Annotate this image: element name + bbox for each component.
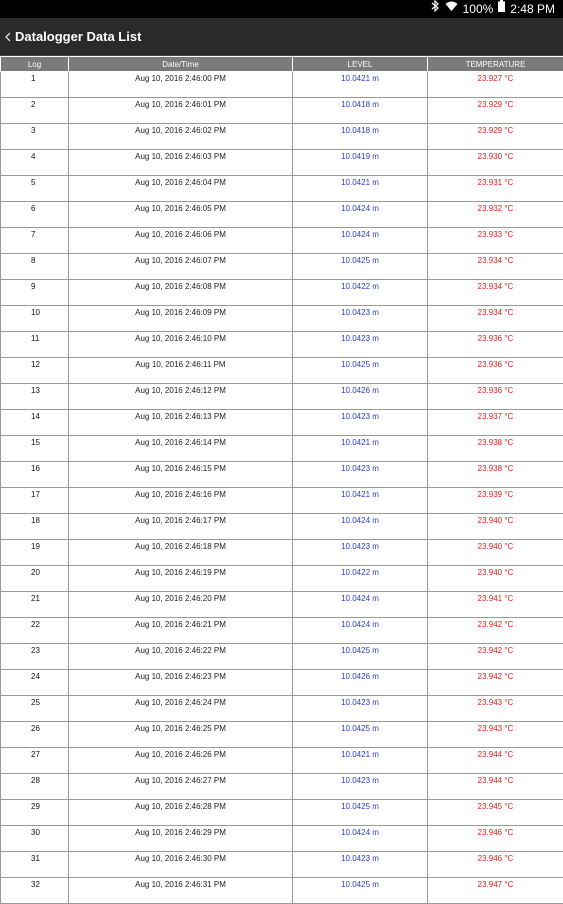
row-temperature: 23.942 °C	[428, 644, 563, 670]
table-row[interactable]	[1, 774, 563, 800]
table-row[interactable]	[1, 332, 563, 358]
row-log: 12	[1, 358, 69, 384]
row-temperature: 23.940 °C	[428, 540, 563, 566]
row-temperature: 23.938 °C	[428, 436, 563, 462]
row-log: 25	[1, 696, 69, 722]
row-datetime: Aug 10, 2016 2:46:19 PM	[69, 566, 293, 592]
row-temperature: 23.936 °C	[428, 332, 563, 358]
table-row[interactable]	[1, 358, 563, 384]
row-temperature: 23.943 °C	[428, 722, 563, 748]
row-level: 10.0425 m	[293, 722, 428, 748]
column-header-datetime[interactable]: Date/Time	[69, 57, 293, 72]
table-row[interactable]	[1, 306, 563, 332]
table-row[interactable]	[1, 150, 563, 176]
table-row[interactable]	[1, 592, 563, 618]
row-log: 32	[1, 878, 69, 904]
row-datetime: Aug 10, 2016 2:46:17 PM	[69, 514, 293, 540]
table-row[interactable]	[1, 540, 563, 566]
table-row[interactable]	[1, 254, 563, 280]
row-datetime: Aug 10, 2016 2:46:21 PM	[69, 618, 293, 644]
row-datetime: Aug 10, 2016 2:46:11 PM	[69, 358, 293, 384]
table-row[interactable]	[1, 72, 563, 98]
row-log: 1	[1, 72, 69, 98]
row-level: 10.0421 m	[293, 488, 428, 514]
row-temperature: 23.944 °C	[428, 748, 563, 774]
row-log: 4	[1, 150, 69, 176]
row-log: 22	[1, 618, 69, 644]
table-row[interactable]	[1, 124, 563, 150]
row-datetime: Aug 10, 2016 2:46:05 PM	[69, 202, 293, 228]
row-level: 10.0424 m	[293, 826, 428, 852]
row-level: 10.0425 m	[293, 644, 428, 670]
table-row[interactable]	[1, 436, 563, 462]
row-log: 29	[1, 800, 69, 826]
row-datetime: Aug 10, 2016 2:46:07 PM	[69, 254, 293, 280]
row-temperature: 23.927 °C	[428, 72, 563, 98]
row-temperature: 23.934 °C	[428, 254, 563, 280]
row-datetime: Aug 10, 2016 2:46:00 PM	[69, 72, 293, 98]
table-body	[1, 72, 563, 904]
table-row[interactable]	[1, 176, 563, 202]
row-log: 9	[1, 280, 69, 306]
row-level: 10.0418 m	[293, 124, 428, 150]
table-row[interactable]	[1, 644, 563, 670]
row-datetime: Aug 10, 2016 2:46:25 PM	[69, 722, 293, 748]
row-temperature: 23.937 °C	[428, 410, 563, 436]
row-log: 31	[1, 852, 69, 878]
row-level: 10.0421 m	[293, 176, 428, 202]
row-temperature: 23.941 °C	[428, 592, 563, 618]
row-level: 10.0421 m	[293, 436, 428, 462]
row-temperature: 23.932 °C	[428, 202, 563, 228]
row-datetime: Aug 10, 2016 2:46:27 PM	[69, 774, 293, 800]
row-datetime: Aug 10, 2016 2:46:23 PM	[69, 670, 293, 696]
row-level: 10.0424 m	[293, 592, 428, 618]
table-row[interactable]	[1, 800, 563, 826]
row-temperature: 23.946 °C	[428, 826, 563, 852]
row-datetime: Aug 10, 2016 2:46:18 PM	[69, 540, 293, 566]
row-temperature: 23.947 °C	[428, 878, 563, 904]
row-level: 10.0421 m	[293, 748, 428, 774]
row-temperature: 23.929 °C	[428, 98, 563, 124]
row-temperature: 23.938 °C	[428, 462, 563, 488]
row-log: 5	[1, 176, 69, 202]
row-log: 11	[1, 332, 69, 358]
table-row[interactable]	[1, 826, 563, 852]
bluetooth-icon	[431, 0, 440, 18]
row-temperature: 23.933 °C	[428, 228, 563, 254]
table-row[interactable]	[1, 462, 563, 488]
row-log: 6	[1, 202, 69, 228]
table-row[interactable]	[1, 488, 563, 514]
row-level: 10.0423 m	[293, 306, 428, 332]
row-temperature: 23.942 °C	[428, 618, 563, 644]
row-temperature: 23.940 °C	[428, 566, 563, 592]
table-row[interactable]	[1, 618, 563, 644]
row-log: 17	[1, 488, 69, 514]
table-row[interactable]	[1, 228, 563, 254]
row-datetime: Aug 10, 2016 2:46:28 PM	[69, 800, 293, 826]
row-datetime: Aug 10, 2016 2:46:14 PM	[69, 436, 293, 462]
row-datetime: Aug 10, 2016 2:46:16 PM	[69, 488, 293, 514]
row-level: 10.0423 m	[293, 696, 428, 722]
row-temperature: 23.934 °C	[428, 306, 563, 332]
row-level: 10.0425 m	[293, 358, 428, 384]
row-level: 10.0422 m	[293, 280, 428, 306]
row-log: 13	[1, 384, 69, 410]
row-temperature: 23.936 °C	[428, 384, 563, 410]
table-header-row	[1, 57, 563, 72]
table-row[interactable]	[1, 202, 563, 228]
battery-percent: 100%	[463, 2, 494, 16]
row-level: 10.0424 m	[293, 514, 428, 540]
row-log: 23	[1, 644, 69, 670]
row-level: 10.0423 m	[293, 332, 428, 358]
row-temperature: 23.944 °C	[428, 774, 563, 800]
row-level: 10.0418 m	[293, 98, 428, 124]
table-row[interactable]	[1, 280, 563, 306]
row-level: 10.0425 m	[293, 254, 428, 280]
row-datetime: Aug 10, 2016 2:46:24 PM	[69, 696, 293, 722]
page-title: Datalogger Data List	[15, 29, 141, 44]
row-datetime: Aug 10, 2016 2:46:31 PM	[69, 878, 293, 904]
row-datetime: Aug 10, 2016 2:46:02 PM	[69, 124, 293, 150]
row-level: 10.0423 m	[293, 462, 428, 488]
table-row[interactable]	[1, 566, 563, 592]
row-level: 10.0421 m	[293, 72, 428, 98]
row-level: 10.0423 m	[293, 852, 428, 878]
row-datetime: Aug 10, 2016 2:46:03 PM	[69, 150, 293, 176]
row-temperature: 23.942 °C	[428, 670, 563, 696]
row-log: 28	[1, 774, 69, 800]
row-temperature: 23.929 °C	[428, 124, 563, 150]
row-log: 16	[1, 462, 69, 488]
row-level: 10.0425 m	[293, 878, 428, 904]
row-level: 10.0426 m	[293, 670, 428, 696]
table-row[interactable]	[1, 696, 563, 722]
row-log: 8	[1, 254, 69, 280]
row-log: 20	[1, 566, 69, 592]
row-log: 30	[1, 826, 69, 852]
clock: 2:48 PM	[510, 2, 555, 16]
row-datetime: Aug 10, 2016 2:46:12 PM	[69, 384, 293, 410]
row-datetime: Aug 10, 2016 2:46:13 PM	[69, 410, 293, 436]
row-temperature: 23.939 °C	[428, 488, 563, 514]
row-log: 18	[1, 514, 69, 540]
row-temperature: 23.931 °C	[428, 176, 563, 202]
row-log: 19	[1, 540, 69, 566]
row-datetime: Aug 10, 2016 2:46:22 PM	[69, 644, 293, 670]
row-level: 10.0422 m	[293, 566, 428, 592]
row-datetime: Aug 10, 2016 2:46:01 PM	[69, 98, 293, 124]
row-datetime: Aug 10, 2016 2:46:26 PM	[69, 748, 293, 774]
row-log: 2	[1, 98, 69, 124]
table-row[interactable]	[1, 410, 563, 436]
table-row[interactable]	[1, 670, 563, 696]
row-log: 3	[1, 124, 69, 150]
row-log: 7	[1, 228, 69, 254]
row-temperature: 23.934 °C	[428, 280, 563, 306]
row-level: 10.0419 m	[293, 150, 428, 176]
row-log: 24	[1, 670, 69, 696]
row-log: 15	[1, 436, 69, 462]
row-level: 10.0424 m	[293, 618, 428, 644]
row-datetime: Aug 10, 2016 2:46:09 PM	[69, 306, 293, 332]
table-row[interactable]	[1, 748, 563, 774]
row-datetime: Aug 10, 2016 2:46:10 PM	[69, 332, 293, 358]
row-datetime: Aug 10, 2016 2:46:06 PM	[69, 228, 293, 254]
row-datetime: Aug 10, 2016 2:46:04 PM	[69, 176, 293, 202]
table-row[interactable]	[1, 514, 563, 540]
row-temperature: 23.946 °C	[428, 852, 563, 878]
row-datetime: Aug 10, 2016 2:46:08 PM	[69, 280, 293, 306]
table-row[interactable]	[1, 852, 563, 878]
wifi-icon	[445, 0, 458, 18]
row-temperature: 23.945 °C	[428, 800, 563, 826]
chevron-left-icon[interactable]	[2, 18, 14, 56]
table-row[interactable]	[1, 722, 563, 748]
row-log: 26	[1, 722, 69, 748]
row-level: 10.0424 m	[293, 228, 428, 254]
row-log: 14	[1, 410, 69, 436]
row-level: 10.0424 m	[293, 202, 428, 228]
row-datetime: Aug 10, 2016 2:46:29 PM	[69, 826, 293, 852]
column-header-level[interactable]: LEVEL	[293, 57, 428, 72]
column-header-temperature[interactable]: TEMPERATURE	[428, 57, 563, 72]
row-temperature: 23.930 °C	[428, 150, 563, 176]
row-level: 10.0426 m	[293, 384, 428, 410]
row-log: 10	[1, 306, 69, 332]
battery-icon	[498, 0, 505, 18]
row-level: 10.0423 m	[293, 774, 428, 800]
row-temperature: 23.936 °C	[428, 358, 563, 384]
table-row[interactable]	[1, 98, 563, 124]
row-log: 27	[1, 748, 69, 774]
row-datetime: Aug 10, 2016 2:46:20 PM	[69, 592, 293, 618]
row-datetime: Aug 10, 2016 2:46:15 PM	[69, 462, 293, 488]
row-log: 21	[1, 592, 69, 618]
row-datetime: Aug 10, 2016 2:46:30 PM	[69, 852, 293, 878]
row-temperature: 23.940 °C	[428, 514, 563, 540]
row-temperature: 23.943 °C	[428, 696, 563, 722]
row-level: 10.0425 m	[293, 800, 428, 826]
column-header-log[interactable]: Log	[1, 57, 69, 72]
data-table	[0, 56, 563, 904]
row-level: 10.0423 m	[293, 540, 428, 566]
row-level: 10.0423 m	[293, 410, 428, 436]
table-row[interactable]	[1, 384, 563, 410]
status-bar	[0, 0, 563, 18]
action-bar	[0, 18, 563, 56]
